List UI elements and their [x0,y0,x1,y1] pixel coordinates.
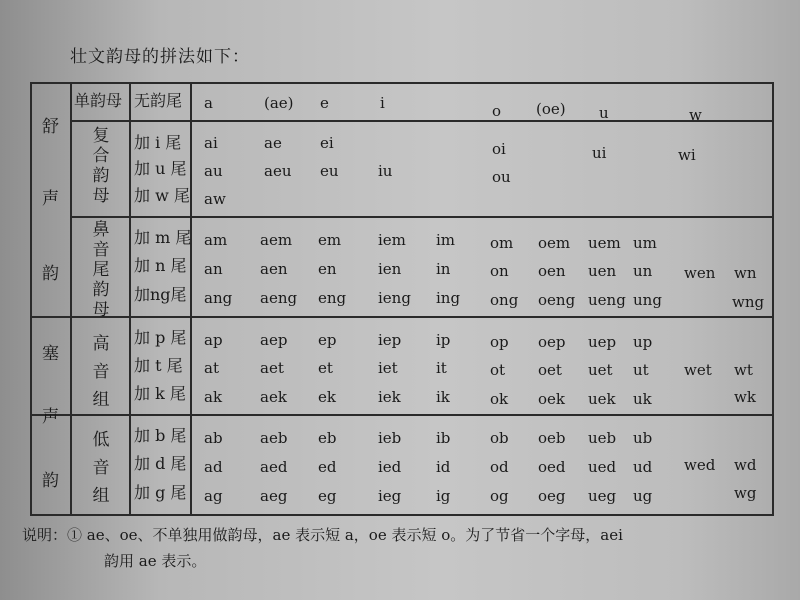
rhyme-cell: u [599,104,609,122]
rhyme-cell: um [633,234,657,252]
rhyme-cell: am [204,231,228,249]
rhyme-cell: ou [492,168,511,186]
rhyme-cell: ieb [378,429,402,447]
rhyme-cell: uem [588,234,621,252]
row-label: 加 w 尾 [134,186,190,205]
rhyme-cell: oek [538,390,565,408]
rhyme-cell: ued [588,458,617,476]
note-line-2: 韵用 ae 表示。 [104,552,207,570]
rhyme-cell: eng [318,289,347,307]
divider [70,120,772,122]
rhyme-cell: ien [378,260,402,278]
rhyme-cell: ueng [588,291,626,309]
rhyme-cell: on [490,262,509,280]
row-label: 加ng尾 [134,285,187,304]
rhyme-cell: oet [538,361,562,379]
rhyme-cell: ag [204,487,223,505]
rhyme-cell: ig [436,487,451,505]
rhyme-cell: ai [204,134,218,152]
rhyme-cell: aep [260,331,288,349]
rhyme-cell: ud [633,458,653,476]
rhyme-cell: ong [490,291,519,309]
rhyme-cell: ut [633,361,649,379]
category-char: 韵 [42,264,59,284]
rhyme-cell: aen [260,260,288,278]
rhyme-cell: ep [318,331,337,349]
rhyme-cell: eu [320,162,339,180]
rhyme-cell: iet [378,359,398,377]
rhyme-cell: at [204,359,219,377]
subcategory-label: 单韵母 [74,91,123,110]
rhyme-cell: aet [260,359,284,377]
subcategory-label: 低 音 组 [92,430,110,506]
rhyme-cell: e [320,94,329,112]
rhyme-cell: od [490,458,509,476]
rhyme-cell: i [380,94,385,112]
rhyme-cell: ui [592,144,607,162]
rhyme-cell: uk [633,390,652,408]
rhyme-cell: eb [318,429,337,447]
rhyme-cell: ob [490,429,509,447]
rhyme-cell: op [490,333,509,351]
row-label: 加 g 尾 [134,483,187,502]
rhyme-cell: ip [436,331,451,349]
rhyme-cell: (oe) [536,100,566,118]
divider [70,84,72,514]
rhyme-cell: wng [732,293,765,311]
rhyme-cell: wn [734,264,757,282]
rhyme-cell: oen [538,262,566,280]
rhyme-cell: aeb [260,429,288,447]
rhyme-cell: uet [588,361,613,379]
rhyme-cell: oem [538,234,571,252]
subcategory-label: 复 合 韵 母 [92,126,110,206]
rhyme-cell: ak [204,388,223,406]
rhyme-cell: ing [436,289,461,307]
divider [70,216,772,218]
divider [32,414,772,416]
rhyme-cell: ieng [378,289,411,307]
rhyme-cell: ung [633,291,662,309]
rhyme-cell: ik [436,388,450,406]
divider [190,84,192,514]
row-label: 加 m 尾 [134,228,192,247]
rhyme-cell: aem [260,231,293,249]
rhyme-cell: wk [734,388,756,406]
rhyme-cell: oi [492,140,506,158]
row-label: 加 k 尾 [134,384,186,403]
rhyme-cell: oep [538,333,566,351]
rhyme-cell: ied [378,458,402,476]
rhyme-cell: aed [260,458,288,476]
rhyme-cell: wen [684,264,716,282]
rhyme-cell: ang [204,289,233,307]
rhyme-cell: aeg [260,487,288,505]
subcategory-label: 高 音 组 [92,334,110,410]
rhyme-cell: oeb [538,429,566,447]
rhyme-cell: an [204,260,223,278]
rhyme-cell: ub [633,429,653,447]
rhyme-cell: wet [684,361,712,379]
rhyme-cell: em [318,231,342,249]
rhyme-cell: en [318,260,337,278]
rhyme-cell: eg [318,487,337,505]
rhyme-cell: ot [490,361,506,379]
row-label: 无韵尾 [134,91,183,110]
rhyme-cell: ib [436,429,451,447]
rhyme-cell: uep [588,333,617,351]
subcategory-label: 鼻 音 尾 韵 母 [92,220,110,320]
rhyme-cell: ed [318,458,337,476]
category-char: 舒 [42,117,59,137]
rhyme-cell: oed [538,458,566,476]
rhyme-cell: wed [684,456,716,474]
rhyme-cell: a [204,94,213,112]
row-label: 加 n 尾 [134,256,187,275]
rhyme-cell: ei [320,134,334,152]
rhyme-cell: ueg [588,487,617,505]
rhyme-cell: wg [734,484,757,502]
rhyme-cell: ug [633,487,653,505]
rhyme-cell: up [633,333,653,351]
category-char: 声 [42,189,59,209]
rhyme-cell: uek [588,390,616,408]
rhyme-cell: au [204,162,223,180]
rhyme-cell: iep [378,331,402,349]
rhyme-cell: it [436,359,447,377]
row-label: 加 p 尾 [134,328,187,347]
rhyme-cell: uen [588,262,617,280]
rhyme-cell: o [492,102,502,120]
rhyme-cell: wd [734,456,757,474]
rhyme-cell: wt [734,361,753,379]
rhyme-cell: oeng [538,291,576,309]
row-label: 加 d 尾 [134,454,187,473]
rhyme-cell: aeng [260,289,298,307]
rhyme-cell: ek [318,388,336,406]
rhyme-cell: aw [204,190,226,208]
row-label: 加 t 尾 [134,356,183,375]
category-char: 塞 [42,344,59,364]
rhyme-cell: ieg [378,487,402,505]
category-char: 声 [42,407,59,427]
rhyme-cell: in [436,260,451,278]
note-line-1: 说明：① ae、oe、不单独用做韵母，ae 表示短 a，oe 表示短 o。为了节省一个字母，aei [22,526,623,544]
row-label: 加 u 尾 [134,159,187,178]
rhyme-cell: iek [378,388,401,406]
rhyme-cell: et [318,359,333,377]
divider [129,84,131,514]
rhyme-cell: iem [378,231,406,249]
rhyme-cell: im [436,231,456,249]
explanation-note [22,522,623,574]
rhyme-table [30,82,774,516]
rhyme-cell: ae [264,134,282,152]
rhyme-cell: un [633,262,653,280]
rhyme-cell: aeu [264,162,292,180]
page-title: 壮文韵母的拼法如下： [70,47,250,67]
rhyme-cell: og [490,487,509,505]
rhyme-cell: om [490,234,514,252]
divider [32,316,772,318]
rhyme-cell: iu [378,162,393,180]
rhyme-cell: wi [678,146,696,164]
rhyme-cell: (ae) [264,94,294,112]
rhyme-cell: oeg [538,487,566,505]
rhyme-cell: aek [260,388,287,406]
rhyme-cell: id [436,458,451,476]
rhyme-cell: ok [490,390,509,408]
row-label: 加 i 尾 [134,133,182,152]
rhyme-cell: ap [204,331,223,349]
row-label: 加 b 尾 [134,426,187,445]
rhyme-cell: ad [204,458,223,476]
rhyme-cell: ueb [588,429,617,447]
rhyme-cell: ab [204,429,223,447]
category-char: 韵 [42,471,59,491]
rhyme-cell: w [689,106,702,124]
